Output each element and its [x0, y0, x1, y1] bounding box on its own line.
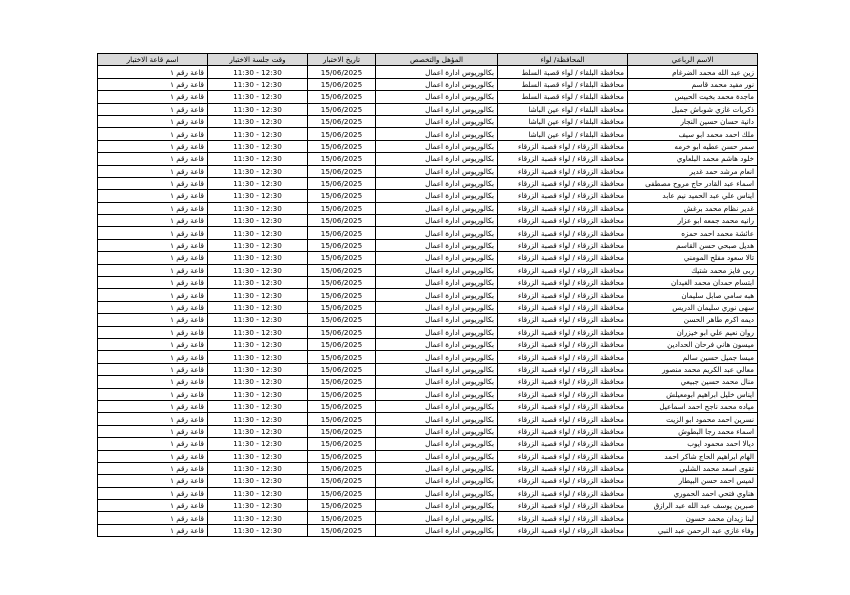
- table-row: [98, 487, 758, 499]
- cell-session-time: 11:30 - 12:30: [208, 512, 308, 524]
- header-governorate: المحافظة/ لواء: [498, 54, 628, 66]
- table-row: [98, 91, 758, 103]
- cell-hall-name: قاعة رقم ١: [98, 450, 208, 462]
- cell-governorate: محافظة الزرقاء / لواء قصبة الزرقاء: [498, 376, 628, 388]
- cell-full-name: ذكريات غازي شوباش جميل: [628, 103, 758, 115]
- cell-full-name: ايناس علي عبد الحميد نيم عابد: [628, 190, 758, 202]
- table-row: [98, 264, 758, 276]
- cell-qualification: بكالوريوس ادارة اعمال: [376, 289, 498, 301]
- cell-qualification: بكالوريوس ادارة اعمال: [376, 165, 498, 177]
- cell-full-name: ديالا احمد محمود ايوب: [628, 438, 758, 450]
- cell-session-time: 11:30 - 12:30: [208, 239, 308, 251]
- cell-full-name: ميسون هاني فرحان الحدادين: [628, 338, 758, 350]
- cell-hall-name: قاعة رقم ١: [98, 264, 208, 276]
- cell-governorate: محافظة الزرقاء / لواء قصبة الزرقاء: [498, 289, 628, 301]
- cell-session-time: 11:30 - 12:30: [208, 475, 308, 487]
- header-hall-name: اسم قاعة الاختبار: [98, 54, 208, 66]
- cell-session-time: 11:30 - 12:30: [208, 438, 308, 450]
- cell-exam-date: 15/06/2025: [308, 301, 376, 313]
- cell-governorate: محافظة الزرقاء / لواء قصبة الزرقاء: [498, 252, 628, 264]
- cell-governorate: محافظة الزرقاء / لواء قصبة الزرقاء: [498, 314, 628, 326]
- cell-hall-name: قاعة رقم ١: [98, 252, 208, 264]
- cell-full-name: ايناس خليل ابراهيم ابومعيلش: [628, 388, 758, 400]
- cell-exam-date: 15/06/2025: [308, 66, 376, 78]
- cell-qualification: بكالوريوس ادارة اعمال: [376, 277, 498, 289]
- cell-exam-date: 15/06/2025: [308, 351, 376, 363]
- table-row: [98, 115, 758, 127]
- cell-session-time: 11:30 - 12:30: [208, 252, 308, 264]
- cell-session-time: 11:30 - 12:30: [208, 66, 308, 78]
- cell-exam-date: 15/06/2025: [308, 128, 376, 140]
- cell-session-time: 11:30 - 12:30: [208, 153, 308, 165]
- cell-governorate: محافظة الزرقاء / لواء قصبة الزرقاء: [498, 363, 628, 375]
- cell-full-name: تقوى اسعد محمد الشلبي: [628, 462, 758, 474]
- cell-session-time: 11:30 - 12:30: [208, 524, 308, 536]
- cell-hall-name: قاعة رقم ١: [98, 363, 208, 375]
- cell-exam-date: 15/06/2025: [308, 91, 376, 103]
- cell-session-time: 11:30 - 12:30: [208, 91, 308, 103]
- cell-governorate: محافظة البلقاء / لواء قصبة السلط: [498, 66, 628, 78]
- cell-hall-name: قاعة رقم ١: [98, 413, 208, 425]
- cell-exam-date: 15/06/2025: [308, 227, 376, 239]
- cell-qualification: بكالوريوس ادارة اعمال: [376, 91, 498, 103]
- cell-hall-name: قاعة رقم ١: [98, 128, 208, 140]
- cell-hall-name: قاعة رقم ١: [98, 338, 208, 350]
- cell-qualification: بكالوريوس ادارة اعمال: [376, 326, 498, 338]
- cell-session-time: 11:30 - 12:30: [208, 103, 308, 115]
- table-row: [98, 450, 758, 462]
- cell-qualification: بكالوريوس ادارة اعمال: [376, 177, 498, 189]
- table-row: [98, 438, 758, 450]
- cell-qualification: بكالوريوس ادارة اعمال: [376, 450, 498, 462]
- cell-exam-date: 15/06/2025: [308, 475, 376, 487]
- cell-exam-date: 15/06/2025: [308, 363, 376, 375]
- table-row: [98, 153, 758, 165]
- cell-hall-name: قاعة رقم ١: [98, 524, 208, 536]
- cell-full-name: ربى فايز محمد شتيك: [628, 264, 758, 276]
- cell-qualification: بكالوريوس ادارة اعمال: [376, 78, 498, 90]
- cell-session-time: 11:30 - 12:30: [208, 128, 308, 140]
- table-row: [98, 239, 758, 251]
- cell-governorate: محافظة الزرقاء / لواء قصبة الزرقاء: [498, 239, 628, 251]
- cell-governorate: محافظة البلقاء / لواء عين الباشا: [498, 103, 628, 115]
- cell-hall-name: قاعة رقم ١: [98, 376, 208, 388]
- cell-qualification: بكالوريوس ادارة اعمال: [376, 438, 498, 450]
- cell-full-name: اسماء محمد رجا البطوش: [628, 425, 758, 437]
- cell-session-time: 11:30 - 12:30: [208, 190, 308, 202]
- cell-governorate: محافظة الزرقاء / لواء قصبة الزرقاء: [498, 326, 628, 338]
- cell-full-name: لينا زيدان محمد حسون: [628, 512, 758, 524]
- cell-session-time: 11:30 - 12:30: [208, 500, 308, 512]
- cell-qualification: بكالوريوس ادارة اعمال: [376, 190, 498, 202]
- cell-exam-date: 15/06/2025: [308, 500, 376, 512]
- cell-full-name: ملك احمد محمد ابو سيف: [628, 128, 758, 140]
- cell-qualification: بكالوريوس ادارة اعمال: [376, 512, 498, 524]
- cell-governorate: محافظة الزرقاء / لواء قصبة الزرقاء: [498, 227, 628, 239]
- cell-hall-name: قاعة رقم ١: [98, 438, 208, 450]
- cell-governorate: محافظة الزرقاء / لواء قصبة الزرقاء: [498, 277, 628, 289]
- cell-session-time: 11:30 - 12:30: [208, 140, 308, 152]
- cell-qualification: بكالوريوس ادارة اعمال: [376, 66, 498, 78]
- cell-full-name: هناوي فتحي احمد الحموري: [628, 487, 758, 499]
- cell-qualification: بكالوريوس ادارة اعمال: [376, 140, 498, 152]
- cell-hall-name: قاعة رقم ١: [98, 190, 208, 202]
- cell-governorate: محافظة الزرقاء / لواء قصبة الزرقاء: [498, 450, 628, 462]
- cell-exam-date: 15/06/2025: [308, 487, 376, 499]
- cell-session-time: 11:30 - 12:30: [208, 351, 308, 363]
- cell-session-time: 11:30 - 12:30: [208, 227, 308, 239]
- table-header-row: [98, 54, 758, 66]
- cell-exam-date: 15/06/2025: [308, 103, 376, 115]
- table-row: [98, 252, 758, 264]
- cell-exam-date: 15/06/2025: [308, 524, 376, 536]
- cell-qualification: بكالوريوس ادارة اعمال: [376, 363, 498, 375]
- cell-exam-date: 15/06/2025: [308, 239, 376, 251]
- cell-qualification: بكالوريوس ادارة اعمال: [376, 376, 498, 388]
- cell-hall-name: قاعة رقم ١: [98, 388, 208, 400]
- table-row: [98, 140, 758, 152]
- cell-session-time: 11:30 - 12:30: [208, 177, 308, 189]
- cell-exam-date: 15/06/2025: [308, 165, 376, 177]
- cell-hall-name: قاعة رقم ١: [98, 165, 208, 177]
- cell-governorate: محافظة الزرقاء / لواء قصبة الزرقاء: [498, 400, 628, 412]
- cell-qualification: بكالوريوس ادارة اعمال: [376, 128, 498, 140]
- cell-session-time: 11:30 - 12:30: [208, 450, 308, 462]
- table-row: [98, 165, 758, 177]
- header-exam-date: تاريخ الاختبار: [308, 54, 376, 66]
- cell-session-time: 11:30 - 12:30: [208, 277, 308, 289]
- cell-governorate: محافظة البلقاء / لواء قصبة السلط: [498, 78, 628, 90]
- cell-governorate: محافظة الزرقاء / لواء قصبة الزرقاء: [498, 413, 628, 425]
- cell-qualification: بكالوريوس ادارة اعمال: [376, 103, 498, 115]
- cell-full-name: ابتسام حمدان محمد الغيدان: [628, 277, 758, 289]
- cell-exam-date: 15/06/2025: [308, 215, 376, 227]
- cell-full-name: ماجدة محمد بخيت الحبيس: [628, 91, 758, 103]
- cell-qualification: بكالوريوس ادارة اعمال: [376, 351, 498, 363]
- cell-exam-date: 15/06/2025: [308, 289, 376, 301]
- cell-exam-date: 15/06/2025: [308, 388, 376, 400]
- cell-hall-name: قاعة رقم ١: [98, 487, 208, 499]
- cell-exam-date: 15/06/2025: [308, 438, 376, 450]
- cell-exam-date: 15/06/2025: [308, 153, 376, 165]
- cell-hall-name: قاعة رقم ١: [98, 91, 208, 103]
- cell-governorate: محافظة الزرقاء / لواء قصبة الزرقاء: [498, 512, 628, 524]
- cell-qualification: بكالوريوس ادارة اعمال: [376, 239, 498, 251]
- cell-governorate: محافظة الزرقاء / لواء قصبة الزرقاء: [498, 462, 628, 474]
- cell-hall-name: قاعة رقم ١: [98, 400, 208, 412]
- table-row: [98, 338, 758, 350]
- cell-governorate: محافظة الزرقاء / لواء قصبة الزرقاء: [498, 475, 628, 487]
- table-row: [98, 351, 758, 363]
- cell-full-name: سهى نوري سليمان الدريس: [628, 301, 758, 313]
- table-row: [98, 128, 758, 140]
- cell-governorate: محافظة الزرقاء / لواء قصبة الزرقاء: [498, 500, 628, 512]
- cell-governorate: محافظة الزرقاء / لواء قصبة الزرقاء: [498, 190, 628, 202]
- cell-exam-date: 15/06/2025: [308, 338, 376, 350]
- cell-hall-name: قاعة رقم ١: [98, 425, 208, 437]
- table-row: [98, 512, 758, 524]
- exam-schedule-table: [97, 53, 758, 537]
- cell-full-name: تالا سعود مفلح المومني: [628, 252, 758, 264]
- table-row: [98, 177, 758, 189]
- cell-full-name: منال محمد حسين جبيعي: [628, 376, 758, 388]
- cell-governorate: محافظة الزرقاء / لواء قصبة الزرقاء: [498, 425, 628, 437]
- cell-session-time: 11:30 - 12:30: [208, 115, 308, 127]
- cell-hall-name: قاعة رقم ١: [98, 215, 208, 227]
- cell-full-name: خلود هاشم محمد البلعاوي: [628, 153, 758, 165]
- cell-hall-name: قاعة رقم ١: [98, 66, 208, 78]
- table-row: [98, 425, 758, 437]
- cell-full-name: سمر حسن عطيه ابو خرمه: [628, 140, 758, 152]
- cell-governorate: محافظة الزرقاء / لواء قصبة الزرقاء: [498, 351, 628, 363]
- cell-full-name: عائشة محمد احمد حمزه: [628, 227, 758, 239]
- cell-exam-date: 15/06/2025: [308, 450, 376, 462]
- cell-exam-date: 15/06/2025: [308, 78, 376, 90]
- table-body: [98, 66, 758, 537]
- cell-exam-date: 15/06/2025: [308, 202, 376, 214]
- cell-hall-name: قاعة رقم ١: [98, 115, 208, 127]
- cell-qualification: بكالوريوس ادارة اعمال: [376, 462, 498, 474]
- cell-hall-name: قاعة رقم ١: [98, 475, 208, 487]
- cell-hall-name: قاعة رقم ١: [98, 462, 208, 474]
- cell-full-name: معالي عبد الكريم محمد منصور: [628, 363, 758, 375]
- cell-full-name: رانيه محمد جمعه ابو عزار: [628, 215, 758, 227]
- cell-full-name: مياده محمد ناجح احمد اسماعيل: [628, 400, 758, 412]
- cell-qualification: بكالوريوس ادارة اعمال: [376, 314, 498, 326]
- cell-exam-date: 15/06/2025: [308, 376, 376, 388]
- cell-hall-name: قاعة رقم ١: [98, 500, 208, 512]
- cell-full-name: وفاء غازي عبد الرحمن عبد النبي: [628, 524, 758, 536]
- cell-session-time: 11:30 - 12:30: [208, 462, 308, 474]
- table-row: [98, 326, 758, 338]
- cell-governorate: محافظة الزرقاء / لواء قصبة الزرقاء: [498, 438, 628, 450]
- cell-full-name: نسرين احمد محمود ابو الزيت: [628, 413, 758, 425]
- cell-governorate: محافظة الزرقاء / لواء قصبة الزرقاء: [498, 153, 628, 165]
- table-row: [98, 413, 758, 425]
- table-row: [98, 190, 758, 202]
- table-row: [98, 215, 758, 227]
- cell-qualification: بكالوريوس ادارة اعمال: [376, 487, 498, 499]
- cell-governorate: محافظة الزرقاء / لواء قصبة الزرقاء: [498, 264, 628, 276]
- cell-qualification: بكالوريوس ادارة اعمال: [376, 388, 498, 400]
- cell-hall-name: قاعة رقم ١: [98, 78, 208, 90]
- table-row: [98, 66, 758, 78]
- cell-session-time: 11:30 - 12:30: [208, 326, 308, 338]
- cell-hall-name: قاعة رقم ١: [98, 277, 208, 289]
- table-row: [98, 475, 758, 487]
- cell-governorate: محافظة الزرقاء / لواء قصبة الزرقاء: [498, 338, 628, 350]
- cell-session-time: 11:30 - 12:30: [208, 338, 308, 350]
- cell-full-name: الهام ابراهيم الحاج شاكر احمد: [628, 450, 758, 462]
- cell-hall-name: قاعة رقم ١: [98, 202, 208, 214]
- cell-session-time: 11:30 - 12:30: [208, 425, 308, 437]
- exam-schedule-sheet: [97, 53, 757, 537]
- table-row: [98, 227, 758, 239]
- cell-full-name: روان نعيم علي ابو خيزران: [628, 326, 758, 338]
- cell-session-time: 11:30 - 12:30: [208, 301, 308, 313]
- cell-qualification: بكالوريوس ادارة اعمال: [376, 301, 498, 313]
- cell-full-name: اسماء عبد القادر حاج مروح مصطفى: [628, 177, 758, 189]
- cell-hall-name: قاعة رقم ١: [98, 314, 208, 326]
- table-row: [98, 103, 758, 115]
- table-row: [98, 376, 758, 388]
- cell-session-time: 11:30 - 12:30: [208, 202, 308, 214]
- cell-qualification: بكالوريوس ادارة اعمال: [376, 264, 498, 276]
- cell-governorate: محافظة الزرقاء / لواء قصبة الزرقاء: [498, 388, 628, 400]
- cell-qualification: بكالوريوس ادارة اعمال: [376, 227, 498, 239]
- cell-session-time: 11:30 - 12:30: [208, 78, 308, 90]
- cell-qualification: بكالوريوس ادارة اعمال: [376, 475, 498, 487]
- cell-full-name: صبرين يوسف عبد الله عبد الرازق: [628, 500, 758, 512]
- cell-hall-name: قاعة رقم ١: [98, 289, 208, 301]
- cell-hall-name: قاعة رقم ١: [98, 301, 208, 313]
- cell-hall-name: قاعة رقم ١: [98, 512, 208, 524]
- cell-hall-name: قاعة رقم ١: [98, 326, 208, 338]
- cell-session-time: 11:30 - 12:30: [208, 215, 308, 227]
- table-row: [98, 363, 758, 375]
- cell-session-time: 11:30 - 12:30: [208, 314, 308, 326]
- cell-hall-name: قاعة رقم ١: [98, 140, 208, 152]
- cell-governorate: محافظة البلقاء / لواء عين الباشا: [498, 115, 628, 127]
- cell-full-name: دانية حسان حسين النجار: [628, 115, 758, 127]
- cell-qualification: بكالوريوس ادارة اعمال: [376, 252, 498, 264]
- cell-qualification: بكالوريوس ادارة اعمال: [376, 524, 498, 536]
- table-row: [98, 314, 758, 326]
- cell-governorate: محافظة البلقاء / لواء عين الباشا: [498, 128, 628, 140]
- cell-full-name: غدير نظام محمد برغش: [628, 202, 758, 214]
- cell-full-name: ميسا جميل حسين سالم: [628, 351, 758, 363]
- cell-exam-date: 15/06/2025: [308, 140, 376, 152]
- cell-qualification: بكالوريوس ادارة اعمال: [376, 400, 498, 412]
- table-row: [98, 500, 758, 512]
- table-row: [98, 524, 758, 536]
- cell-governorate: محافظة الزرقاء / لواء قصبة الزرقاء: [498, 177, 628, 189]
- cell-qualification: بكالوريوس ادارة اعمال: [376, 153, 498, 165]
- cell-exam-date: 15/06/2025: [308, 425, 376, 437]
- cell-exam-date: 15/06/2025: [308, 264, 376, 276]
- table-row: [98, 388, 758, 400]
- cell-qualification: بكالوريوس ادارة اعمال: [376, 202, 498, 214]
- cell-full-name: ديمه اكرم طاهر الحسن: [628, 314, 758, 326]
- cell-qualification: بكالوريوس ادارة اعمال: [376, 425, 498, 437]
- cell-hall-name: قاعة رقم ١: [98, 177, 208, 189]
- cell-exam-date: 15/06/2025: [308, 190, 376, 202]
- cell-session-time: 11:30 - 12:30: [208, 413, 308, 425]
- table-row: [98, 289, 758, 301]
- header-session-time: وقت جلسة الاختبار: [208, 54, 308, 66]
- table-row: [98, 400, 758, 412]
- cell-session-time: 11:30 - 12:30: [208, 289, 308, 301]
- cell-full-name: لميس احمد حسن البيطار: [628, 475, 758, 487]
- cell-qualification: بكالوريوس ادارة اعمال: [376, 115, 498, 127]
- cell-session-time: 11:30 - 12:30: [208, 165, 308, 177]
- table-row: [98, 78, 758, 90]
- cell-session-time: 11:30 - 12:30: [208, 400, 308, 412]
- cell-full-name: هديل صبحي حسن القاسم: [628, 239, 758, 251]
- cell-hall-name: قاعة رقم ١: [98, 103, 208, 115]
- table-row: [98, 462, 758, 474]
- cell-hall-name: قاعة رقم ١: [98, 239, 208, 251]
- cell-exam-date: 15/06/2025: [308, 314, 376, 326]
- cell-exam-date: 15/06/2025: [308, 252, 376, 264]
- cell-qualification: بكالوريوس ادارة اعمال: [376, 338, 498, 350]
- cell-qualification: بكالوريوس ادارة اعمال: [376, 215, 498, 227]
- cell-governorate: محافظة الزرقاء / لواء قصبة الزرقاء: [498, 202, 628, 214]
- cell-exam-date: 15/06/2025: [308, 115, 376, 127]
- cell-governorate: محافظة الزرقاء / لواء قصبة الزرقاء: [498, 140, 628, 152]
- cell-exam-date: 15/06/2025: [308, 277, 376, 289]
- header-qualification: المؤهل والتخصص: [376, 54, 498, 66]
- cell-hall-name: قاعة رقم ١: [98, 153, 208, 165]
- cell-governorate: محافظة البلقاء / لواء قصبة السلط: [498, 91, 628, 103]
- cell-governorate: محافظة الزرقاء / لواء قصبة الزرقاء: [498, 301, 628, 313]
- cell-full-name: هبه سامي صابل سليمان: [628, 289, 758, 301]
- cell-session-time: 11:30 - 12:30: [208, 376, 308, 388]
- cell-exam-date: 15/06/2025: [308, 413, 376, 425]
- cell-exam-date: 15/06/2025: [308, 326, 376, 338]
- table-row: [98, 301, 758, 313]
- cell-hall-name: قاعة رقم ١: [98, 351, 208, 363]
- cell-exam-date: 15/06/2025: [308, 512, 376, 524]
- cell-governorate: محافظة الزرقاء / لواء قصبة الزرقاء: [498, 215, 628, 227]
- cell-full-name: زين عبد الله محمد الضرغام: [628, 66, 758, 78]
- cell-full-name: نور مفيد محمد قاسم: [628, 78, 758, 90]
- cell-exam-date: 15/06/2025: [308, 462, 376, 474]
- cell-session-time: 11:30 - 12:30: [208, 487, 308, 499]
- cell-qualification: بكالوريوس ادارة اعمال: [376, 413, 498, 425]
- cell-governorate: محافظة الزرقاء / لواء قصبة الزرقاء: [498, 165, 628, 177]
- cell-governorate: محافظة الزرقاء / لواء قصبة الزرقاء: [498, 524, 628, 536]
- cell-qualification: بكالوريوس ادارة اعمال: [376, 500, 498, 512]
- cell-hall-name: قاعة رقم ١: [98, 227, 208, 239]
- cell-session-time: 11:30 - 12:30: [208, 264, 308, 276]
- header-full-name: الاسم الرباعي: [628, 54, 758, 66]
- cell-governorate: محافظة الزرقاء / لواء قصبة الزرقاء: [498, 487, 628, 499]
- cell-exam-date: 15/06/2025: [308, 177, 376, 189]
- cell-session-time: 11:30 - 12:30: [208, 363, 308, 375]
- cell-full-name: انعام مرشد حمد غدير: [628, 165, 758, 177]
- table-row: [98, 202, 758, 214]
- cell-exam-date: 15/06/2025: [308, 400, 376, 412]
- cell-session-time: 11:30 - 12:30: [208, 388, 308, 400]
- table-row: [98, 277, 758, 289]
